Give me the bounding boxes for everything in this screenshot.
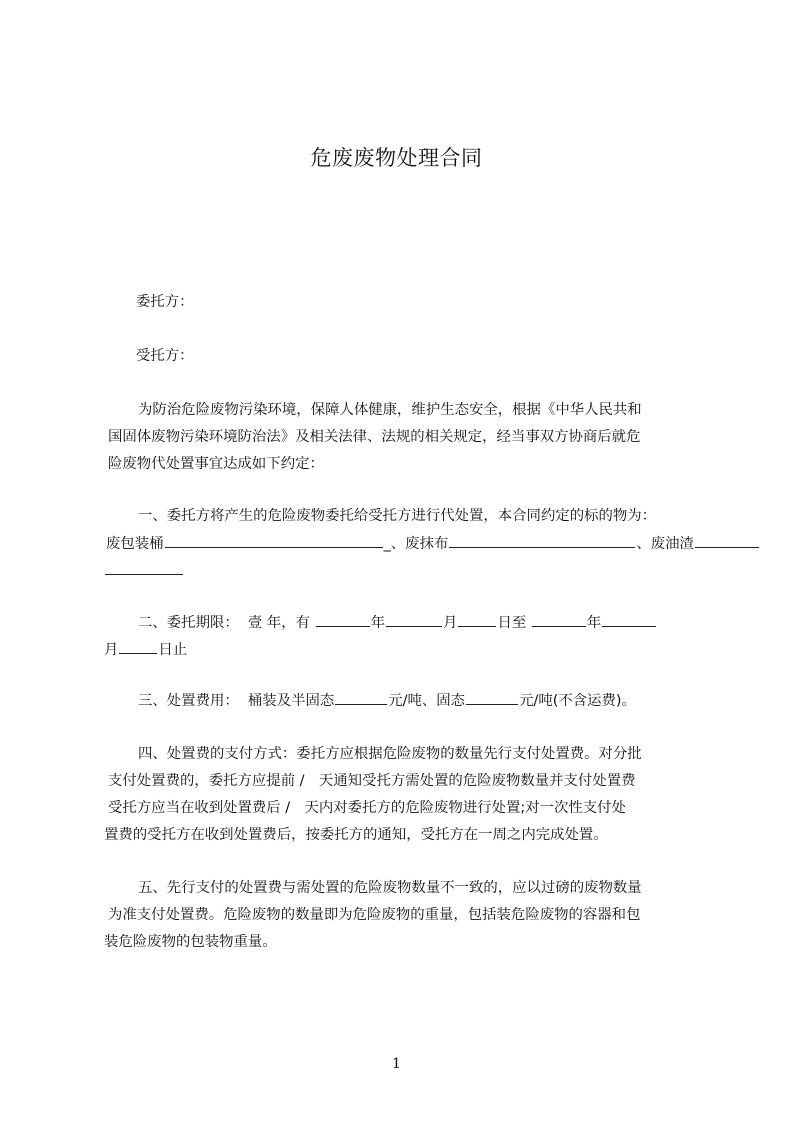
clause-2-line-2: 月 日止: [104, 639, 187, 660]
clause-1-line-1: 一、委托方将产生的危险废物委托给受托方进行代处置，本合同约定的标的物为：: [138, 508, 657, 524]
clause-5-line-2: 为准支付处置费。危险废物的数量即为危险废物的重量，包括装危险废物的容器和包: [108, 907, 641, 923]
blank-field[interactable]: [532, 612, 586, 627]
preamble-line-2: 国固体废物污染环境防治法》及相关法律、法规的相关规定，经当事双方协商后就危: [108, 429, 641, 445]
blank-field[interactable]: [316, 612, 370, 627]
blank-field[interactable]: [335, 690, 387, 705]
clause-4-line-3: 受托方应当在收到处置费后 / 天内对委托方的危险废物进行处置;对一次性支付处: [108, 800, 626, 816]
clause-3: 三、处置费用： 桶装及半固态 元/吨、固态 元/吨(不含运费)。: [138, 690, 636, 711]
clause-4-line-2: 支付处置费的，委托方应提前 / 天通知受托方需处置的危险废物数量并支付处置费: [108, 773, 636, 789]
blank-field[interactable]: [105, 560, 183, 575]
party-b-label: 受托方：: [136, 348, 194, 364]
waste-item-3: 废油渣: [650, 536, 694, 552]
clause-1-items: 废包装桶 _、废抹布 、废油渣: [106, 533, 760, 554]
blank-field[interactable]: [602, 612, 656, 627]
blank-field[interactable]: [466, 690, 518, 705]
blank-field[interactable]: [458, 612, 496, 627]
waste-item-1: 废包装桶: [106, 536, 164, 552]
waste-item-2: 废抹布: [405, 536, 449, 552]
clause-4-line-1: 四、处置费的支付方式：委托方应根据危险废物的数量先行支付处置费。对分批: [138, 746, 642, 762]
preamble-line-3: 险废物代处置事宜达成如下约定：: [108, 456, 324, 472]
clause-2-line-1: 二、委托期限： 壹 年，有 年 月 日至 年: [138, 612, 657, 633]
page-title: 危废废物处理合同: [310, 146, 483, 170]
blank-field[interactable]: [695, 533, 759, 548]
page-number: 1: [392, 1056, 401, 1072]
party-a-label: 委托方：: [136, 294, 194, 310]
clause-5-line-1: 五、先行支付的处置费与需处置的危险废物数量不一致的，应以过磅的废物数量: [138, 880, 642, 896]
clause-5-line-3: 装危险废物的包装物重量。: [104, 934, 277, 950]
blank-field[interactable]: [119, 639, 157, 654]
blank-field[interactable]: [386, 612, 442, 627]
blank-field[interactable]: [165, 533, 383, 548]
blank-field[interactable]: [449, 533, 635, 548]
preamble-line-1: 为防治危险废物污染环境，保障人体健康，维护生态安全，根据《中华人民共和: [138, 402, 642, 418]
clause-4-line-4: 置费的受托方在收到处置费后，按委托方的通知，受托方在一周之内完成处置。: [104, 827, 608, 843]
clause-1-continuation: [104, 560, 184, 581]
